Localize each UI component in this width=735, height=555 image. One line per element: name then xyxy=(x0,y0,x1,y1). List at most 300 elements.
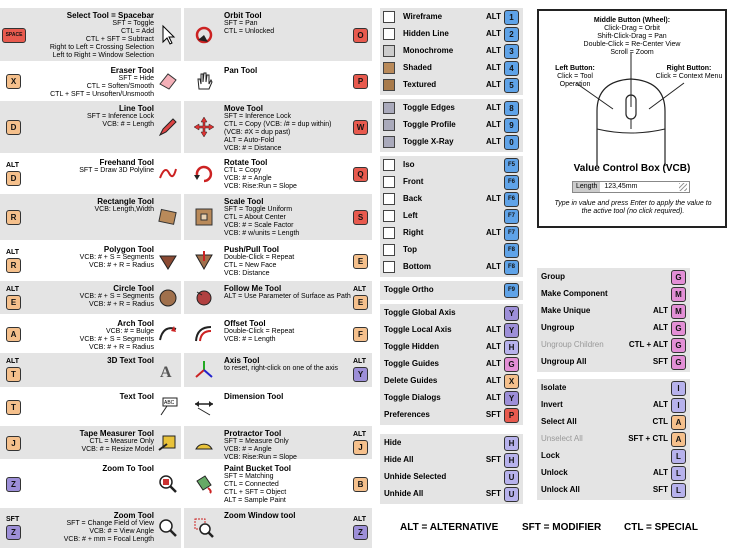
back-icon xyxy=(383,193,395,205)
tool-row xyxy=(0,353,181,387)
modifier-label: ALT xyxy=(486,137,501,146)
tool-detail: VCB: # = Scale Factor xyxy=(224,222,294,229)
shortcut-key[interactable]: 8 xyxy=(504,101,519,116)
shortcut-label[interactable]: Toggle Edges xyxy=(403,103,455,112)
toggle-profile-icon xyxy=(383,119,395,131)
front-icon xyxy=(383,176,395,188)
vcb-grip-icon xyxy=(679,183,687,191)
shortcut-key[interactable]: G xyxy=(671,338,686,353)
tool-detail: CTL = Unlocked xyxy=(224,28,275,35)
tool-detail: CTL = New Face xyxy=(224,262,277,269)
shortcut-key[interactable]: SPACE xyxy=(2,28,26,43)
shortcut-key[interactable]: F7 xyxy=(504,209,519,224)
shortcut-label[interactable]: Isolate xyxy=(541,383,567,392)
shortcut-label[interactable]: Textured xyxy=(403,80,437,89)
shortcut-key[interactable]: A xyxy=(6,327,21,342)
tool-row xyxy=(0,101,181,153)
modifier-label: ALT xyxy=(486,194,501,203)
tool-detail: Double-Click = Repeat xyxy=(224,254,295,261)
tool-description xyxy=(26,11,154,60)
middle-button-title: Middle Button (Wheel): xyxy=(593,17,671,24)
left-button-title: Left Button: xyxy=(555,65,595,72)
tool-detail: CTL + SFT = Unsoften/Unsmooth xyxy=(50,91,154,98)
tool-title: Zoom To Tool xyxy=(102,464,154,473)
shortcut-key[interactable]: G xyxy=(671,270,686,285)
modifier-label: SFT + CTL xyxy=(628,434,668,443)
shortcut-key[interactable]: 0 xyxy=(504,135,519,150)
tool-row xyxy=(0,242,181,279)
modifier-label: ALT xyxy=(653,468,668,477)
tool-row xyxy=(184,316,372,351)
toggle-xray-icon xyxy=(383,136,395,148)
shortcut-key[interactable]: F8 xyxy=(504,243,519,258)
modifier-label: ALT xyxy=(486,325,501,334)
axis-icon[interactable] xyxy=(193,359,215,381)
tool-detail: SFT = Pan xyxy=(224,20,258,27)
modifier-label: ALT xyxy=(353,285,367,293)
shortcut-label[interactable]: Front xyxy=(403,177,424,186)
shortcut-label[interactable]: Select All xyxy=(541,417,577,426)
tool-row xyxy=(0,316,181,351)
shortcut-key[interactable]: H xyxy=(504,436,519,451)
tool-title: Offset Tool xyxy=(224,319,266,328)
svg-text:A: A xyxy=(160,364,172,381)
middle-line: Shift-Click-Drag = Pan xyxy=(597,33,667,40)
tool-detail: VCB: # + R = Radius xyxy=(89,301,154,308)
tool-description xyxy=(224,245,354,278)
tool-detail: CTL = Add xyxy=(120,28,154,35)
tool-row xyxy=(184,242,372,279)
shortcut-key[interactable]: F5 xyxy=(504,158,519,173)
shortcut-key[interactable]: E xyxy=(353,254,368,269)
shaded-icon xyxy=(383,62,395,74)
shortcut-key[interactable]: Z xyxy=(353,525,368,540)
middle-line: Scroll = Zoom xyxy=(610,49,654,56)
shortcut-key[interactable]: H xyxy=(504,340,519,355)
modifier-label: ALT xyxy=(486,359,501,368)
vcb-label: Length xyxy=(573,182,600,192)
shortcut-key[interactable]: 3 xyxy=(504,44,519,59)
tool-title: Orbit Tool xyxy=(224,11,262,20)
modifier-label: ALT xyxy=(353,430,367,438)
modifier-label: ALT xyxy=(486,46,501,55)
shortcut-key[interactable]: L xyxy=(671,466,686,481)
modifier-label: SFT xyxy=(485,410,501,419)
modifier-label: ALT xyxy=(653,323,668,332)
modifier-label: ALT xyxy=(6,358,20,365)
shortcut-label[interactable]: Right xyxy=(403,228,424,237)
shortcut-label[interactable]: Ungroup xyxy=(541,323,575,332)
shortcut-key[interactable]: Q xyxy=(353,167,368,182)
tool-detail: ALT = Use Parameter of Surface as Path xyxy=(224,293,351,300)
modifier-label: SFT xyxy=(485,455,501,464)
tool-detail: SFT = Change Field of View xyxy=(66,520,154,527)
tool-title: Follow Me Tool xyxy=(224,284,282,293)
shortcut-key[interactable]: Z xyxy=(6,477,21,492)
modifier-label: ALT xyxy=(486,63,501,72)
top-icon xyxy=(383,244,395,256)
tool-title: Freehand Tool xyxy=(99,158,154,167)
shortcut-key[interactable]: P xyxy=(504,408,519,423)
tool-description xyxy=(224,511,354,520)
modifier-label: ALT xyxy=(6,248,20,256)
tool-detail: VCB: Rise:Run = Slope xyxy=(224,183,297,190)
tool-detail: SFT = Toggle xyxy=(112,20,154,27)
freehand-icon[interactable] xyxy=(157,163,179,185)
tool-row xyxy=(184,353,372,387)
text-icon[interactable] xyxy=(157,396,179,418)
shortcut-key[interactable]: Z xyxy=(6,525,21,540)
shortcut-key[interactable]: U xyxy=(504,470,519,485)
tool-description xyxy=(224,158,354,191)
shortcut-key[interactable]: W xyxy=(353,120,368,135)
tool-detail: VCB: # + S = Segments xyxy=(79,293,154,300)
vcb-value[interactable]: 123,45mm xyxy=(604,183,638,190)
tool-detail: SFT = Inference Lock xyxy=(224,113,291,120)
shortcut-key[interactable]: S xyxy=(353,210,368,225)
tool-description xyxy=(224,66,354,75)
right-button-title: Right Button: xyxy=(666,65,712,72)
arc-icon[interactable] xyxy=(157,323,179,345)
legend-sft: SFT = MODIFIER xyxy=(522,522,602,533)
tool-row xyxy=(0,8,181,61)
shortcut-key[interactable]: E xyxy=(353,295,368,310)
toggle-edges-icon xyxy=(383,102,395,114)
shortcut-label[interactable]: Ungroup All xyxy=(541,357,587,366)
tool-detail: ALT = Auto-Fold xyxy=(224,137,275,144)
circle-icon[interactable] xyxy=(157,287,179,309)
shortcut-label[interactable]: Shaded xyxy=(403,63,432,72)
modifier-label: CTL xyxy=(652,417,668,426)
shortcut-key[interactable]: 1 xyxy=(504,10,519,25)
shortcut-key[interactable]: T xyxy=(6,367,21,382)
modifier-label: SFT xyxy=(652,485,668,494)
shortcut-label[interactable]: Bottom xyxy=(403,262,431,271)
shortcut-label[interactable]: Unlock All xyxy=(541,485,580,494)
shortcut-label[interactable]: Toggle Hidden xyxy=(384,342,439,351)
shortcut-key[interactable]: 9 xyxy=(504,118,519,133)
shortcut-key[interactable]: R xyxy=(6,210,21,225)
shortcut-key[interactable]: F8 xyxy=(504,260,519,275)
tool-detail: SFT = Matching xyxy=(224,473,274,480)
mouse-icon xyxy=(539,11,725,171)
shortcut-key[interactable]: G xyxy=(671,321,686,336)
tool-title: Line Tool xyxy=(119,104,154,113)
tool-row xyxy=(184,426,372,459)
shortcut-label[interactable]: Left xyxy=(403,211,418,220)
shortcut-key[interactable]: 4 xyxy=(504,61,519,76)
legend-ctl: CTL = SPECIAL xyxy=(624,522,698,533)
shortcut-key[interactable]: Y xyxy=(504,391,519,406)
shortcut-label[interactable]: Make Component xyxy=(541,289,608,298)
shortcut-key[interactable]: U xyxy=(504,487,519,502)
shortcut-label[interactable]: Group xyxy=(541,272,565,281)
tool-detail: CTL = Connected xyxy=(224,481,279,488)
vcb-description: Type in value and press Enter to apply the value to the active tool (no click required). xyxy=(554,200,712,215)
tool-detail: VCB: # = Length xyxy=(102,121,154,128)
shortcut-key[interactable]: L xyxy=(671,449,686,464)
tool-detail: VCB: Distance xyxy=(224,270,270,277)
shortcut-key[interactable]: 2 xyxy=(504,27,519,42)
shortcut-key[interactable]: L xyxy=(671,483,686,498)
left-icon xyxy=(383,210,395,222)
hidden-line-icon xyxy=(383,28,395,40)
shortcut-key[interactable]: A xyxy=(671,432,686,447)
tool-row xyxy=(0,426,181,459)
shortcut-key[interactable]: A xyxy=(671,415,686,430)
modifier-label: ALT xyxy=(486,29,501,38)
tool-description xyxy=(26,104,154,129)
tool-title: Move Tool xyxy=(224,104,263,113)
tool-title: Select Tool = Spacebar xyxy=(66,11,154,20)
tool-row xyxy=(184,389,372,424)
shortcut-key[interactable]: 5 xyxy=(504,78,519,93)
tool-description xyxy=(26,429,154,454)
shortcut-key[interactable]: G xyxy=(504,357,519,372)
tool-detail: VCB: # + S = Segments xyxy=(79,254,154,261)
iso-icon xyxy=(383,159,395,171)
shortcut-label[interactable]: Unhide All xyxy=(384,489,424,498)
tool-detail: SFT = Toggle Uniform xyxy=(224,206,293,213)
bottom-icon xyxy=(383,261,395,273)
tool-description xyxy=(26,356,154,365)
middle-line: Click-Drag = Orbit xyxy=(604,25,660,32)
tool-detail: SFT = Hide xyxy=(118,75,154,82)
shortcut-key[interactable]: X xyxy=(504,374,519,389)
right-icon xyxy=(383,227,395,239)
tool-title: Protractor Tool xyxy=(224,429,282,438)
shortcut-key[interactable]: P xyxy=(353,74,368,89)
shortcut-key[interactable]: B xyxy=(353,477,368,492)
shortcut-label[interactable]: Delete Guides xyxy=(384,376,438,385)
tool-detail: VCB: # + R = Radius xyxy=(89,262,154,269)
tool-description xyxy=(224,392,354,401)
shortcut-label[interactable]: Toggle Global Axis xyxy=(384,308,456,317)
tool-title: Axis Tool xyxy=(224,356,260,365)
modifier-label: ALT xyxy=(486,342,501,351)
tool-row xyxy=(184,155,372,192)
tool-detail: CTL = Soften/Smooth xyxy=(86,83,154,90)
tool-row xyxy=(184,281,372,314)
shortcut-label[interactable]: Hide xyxy=(384,438,402,447)
shortcut-label[interactable]: Toggle X-Ray xyxy=(403,137,454,146)
tool-description xyxy=(224,104,354,153)
shortcut-key[interactable]: F xyxy=(353,327,368,342)
modifier-label: SFT xyxy=(485,489,501,498)
vcb-field[interactable] xyxy=(572,181,690,193)
tool-title: Paint Bucket Tool xyxy=(224,464,291,473)
tool-row xyxy=(184,508,372,548)
tool-detail: CTL + SFT = Subtract xyxy=(85,36,154,43)
shortcut-label[interactable]: Unselect All xyxy=(541,434,583,443)
tool-row xyxy=(184,194,372,240)
shortcut-label[interactable]: Hidden Line xyxy=(403,29,449,38)
shortcut-label[interactable]: Iso xyxy=(403,160,415,169)
shortcut-key[interactable]: X xyxy=(6,74,21,89)
magnifier-icon[interactable] xyxy=(157,517,179,539)
wireframe-icon xyxy=(383,11,395,23)
shortcut-key[interactable]: F6 xyxy=(504,192,519,207)
tool-detail: Double-Click = Repeat xyxy=(224,328,295,335)
rotate-icon[interactable] xyxy=(193,163,215,185)
protractor-icon[interactable] xyxy=(193,432,215,454)
paint-bucket-icon[interactable] xyxy=(193,473,215,495)
shortcut-label[interactable]: Hide All xyxy=(384,455,414,464)
shortcut-label[interactable]: Invert xyxy=(541,400,563,409)
tool-title: Polygon Tool xyxy=(103,245,154,254)
follow-me-icon[interactable] xyxy=(193,287,215,309)
rectangle-icon[interactable] xyxy=(157,206,179,228)
tool-row xyxy=(0,194,181,240)
tool-description xyxy=(26,511,154,544)
shortcut-label[interactable]: Make Unique xyxy=(541,306,591,315)
shortcut-key[interactable]: J xyxy=(6,436,21,451)
dimension-icon[interactable] xyxy=(193,396,215,418)
modifier-label: ALT xyxy=(486,376,501,385)
modifier-label: ALT xyxy=(653,306,668,315)
tool-title: Zoom Tool xyxy=(113,511,154,520)
shortcut-key[interactable]: R xyxy=(6,258,21,273)
tool-title: Dimension Tool xyxy=(224,392,284,401)
hand-icon[interactable] xyxy=(193,70,215,92)
shortcut-key[interactable]: G xyxy=(671,355,686,370)
monochrome-icon xyxy=(383,45,395,57)
tool-detail: ALT = Sample Paint xyxy=(224,497,286,504)
shortcut-label[interactable]: Lock xyxy=(541,451,560,460)
shortcut-key[interactable]: T xyxy=(6,400,21,415)
select-arrow-icon[interactable] xyxy=(157,24,179,46)
polygon-icon[interactable] xyxy=(157,250,179,272)
tool-description xyxy=(224,464,354,505)
shortcut-key[interactable]: F6 xyxy=(504,175,519,190)
shortcut-key[interactable]: Y xyxy=(504,323,519,338)
shortcut-key[interactable]: Y xyxy=(504,306,519,321)
vcb-title: Value Control Box (VCB) xyxy=(573,163,691,174)
orbit-icon[interactable] xyxy=(193,24,215,46)
shortcut-label[interactable]: Ungroup Children xyxy=(541,340,604,349)
shortcut-key[interactable]: E xyxy=(6,295,21,310)
tool-detail: VCB: # = Angle xyxy=(224,446,272,453)
shortcut-label[interactable]: Toggle Profile xyxy=(403,120,456,129)
shortcut-label[interactable]: Wireframe xyxy=(403,12,443,21)
shortcut-key[interactable]: F9 xyxy=(504,283,519,298)
shortcut-group xyxy=(380,156,523,277)
tool-title: Push/Pull Tool xyxy=(224,245,279,254)
shortcut-key[interactable]: I xyxy=(671,381,686,396)
tool-detail: SFT = Draw 3D Polyline xyxy=(79,167,154,174)
shortcut-label[interactable]: Preferences xyxy=(384,410,430,419)
tool-title: Pan Tool xyxy=(224,66,258,75)
scale-icon[interactable] xyxy=(193,206,215,228)
modifier-label: ALT xyxy=(486,393,501,402)
tool-detail: CTL = Copy xyxy=(224,167,262,174)
tool-row xyxy=(0,508,181,548)
modifier-label: ALT xyxy=(486,120,501,129)
tool-description xyxy=(26,319,154,352)
shortcut-label[interactable]: Monochrome xyxy=(403,46,454,55)
tool-description xyxy=(224,197,354,238)
tool-description xyxy=(224,11,354,36)
push-pull-icon[interactable] xyxy=(193,250,215,272)
tool-title: Circle Tool xyxy=(113,284,154,293)
shortcut-key[interactable]: D xyxy=(6,120,21,135)
modifier-label: CTL + ALT xyxy=(628,340,668,349)
tool-detail: VCB: Rise:Run = Slope xyxy=(224,454,297,461)
shortcut-key[interactable]: Y xyxy=(353,367,368,382)
tool-detail: VCB: # w/units = Length xyxy=(224,230,300,237)
shortcut-key[interactable]: D xyxy=(6,171,21,186)
modifier-label: ALT xyxy=(653,400,668,409)
tool-description xyxy=(26,392,154,401)
shortcut-label[interactable]: Toggle Local Axis xyxy=(384,325,452,334)
modifier-label: ALT xyxy=(353,516,367,523)
shortcut-label[interactable]: Back xyxy=(403,194,423,203)
right-button-line: Click = Context Menu xyxy=(655,73,723,80)
svg-text:ABC: ABC xyxy=(164,399,175,406)
shortcut-label[interactable]: Unhide Selected xyxy=(384,472,447,481)
modifier-label: ALT xyxy=(486,103,501,112)
tool-detail: VCB: # = View Angle xyxy=(89,528,154,535)
zoom-window-icon[interactable] xyxy=(193,517,215,539)
shortcut-label[interactable]: Toggle Guides xyxy=(384,359,439,368)
modifier-label: ALT xyxy=(486,80,501,89)
tool-detail: SFT = Measure Only xyxy=(224,438,289,445)
zoom-extents-icon[interactable] xyxy=(157,473,179,495)
modifier-label: ALT xyxy=(486,12,501,21)
shortcut-key[interactable]: M xyxy=(671,304,686,319)
shortcut-key[interactable]: J xyxy=(353,440,368,455)
tool-title: Scale Tool xyxy=(224,197,264,206)
shortcut-label[interactable]: Top xyxy=(403,245,418,254)
pencil-icon[interactable] xyxy=(157,116,179,138)
shortcut-label[interactable]: Unlock xyxy=(541,468,568,477)
shortcut-key[interactable]: O xyxy=(353,28,368,43)
tool-detail: VCB: # = Length xyxy=(224,336,276,343)
offset-icon[interactable] xyxy=(193,323,215,345)
shortcut-key[interactable]: H xyxy=(504,453,519,468)
tool-row xyxy=(0,461,181,506)
tool-row xyxy=(0,389,181,424)
tool-detail: CTL = Copy (VCB: /# = dup within) xyxy=(224,121,332,128)
tool-detail: Left to Right = Window Selection xyxy=(52,52,154,59)
move-icon[interactable] xyxy=(193,116,215,138)
shortcut-key[interactable]: M xyxy=(671,287,686,302)
tool-row xyxy=(0,281,181,314)
3d-text-icon[interactable] xyxy=(157,359,179,381)
shortcut-key[interactable]: I xyxy=(671,398,686,413)
tool-description xyxy=(224,429,354,462)
tool-description xyxy=(26,464,154,473)
modifier-label: ALT xyxy=(6,161,20,169)
shortcut-label[interactable]: Toggle Dialogs xyxy=(384,393,441,402)
tool-description xyxy=(224,284,354,301)
tape-measure-icon[interactable] xyxy=(157,432,179,454)
tool-title: Rotate Tool xyxy=(224,158,268,167)
tool-title: Text Tool xyxy=(119,392,154,401)
eraser-icon[interactable] xyxy=(157,70,179,92)
middle-line: Double-Click = Re-Center View xyxy=(583,41,681,48)
tool-row xyxy=(184,461,372,506)
tool-row xyxy=(184,101,372,153)
left-button-line: Click = Tool Operation xyxy=(557,73,593,88)
tool-detail: VCB: # = Distance xyxy=(224,145,282,152)
modifier-label: ALT xyxy=(353,358,367,365)
tool-row xyxy=(184,8,372,61)
shortcut-key[interactable]: F7 xyxy=(504,226,519,241)
tool-detail: VCB: # = Bulge xyxy=(105,328,154,335)
tool-title: Tape Measurer Tool xyxy=(79,429,154,438)
shortcut-label[interactable]: Toggle Ortho xyxy=(384,285,434,294)
